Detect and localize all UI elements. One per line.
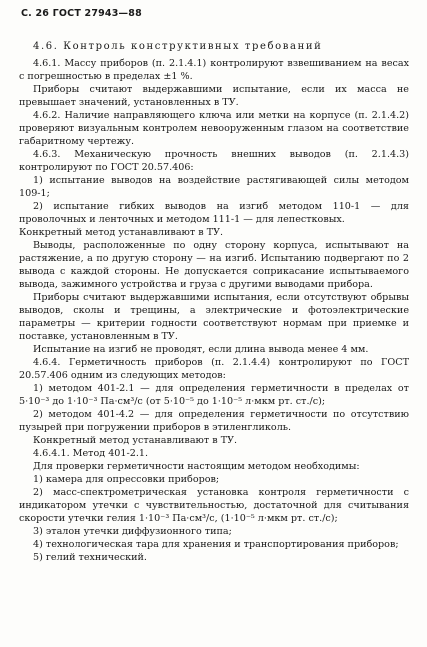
paragraph: 4.6.1. Массу приборов (п. 2.1.4.1) контролируют взвешиванием на весах с погрешностью в пределах ±1 %. (19, 58, 409, 82)
paragraph: Выводы, расположенные по одну сторону корпуса, испытывают на растяжение, а по другую сторону — на изгиб. Испытанию подвергают по 2 вывода с каждой стороны. Не допускается соприкасание испытываемого вывода, зажимного устройства и груза с другими выводами прибора. (19, 240, 409, 290)
paragraph: Приборы считают выдержавшими испытания, если отсутствуют обрывы выводов, сколы и трещины, а электрические и фотоэлектрические параметры — критерии годности соответствуют нормам при приемке и поставке, установленным в ТУ. (19, 292, 409, 342)
paragraph: Приборы считают выдержавшими испытание, если их масса не превышает значений, установленных в ТУ. (19, 84, 409, 108)
document-body (19, 40, 409, 564)
list-item: 3) эталон утечки диффузионного типа; (33, 526, 232, 537)
list-item: 2) масс-спектрометрическая установка контроля герметичности с индикатором утечки с чувствительностью, достаточной для считывания скорости утечки гелия 1·10⁻³ Па·см³/с, (1·10⁻⁵ л·мкм рт. ст./с); (19, 487, 409, 524)
subsection-title: 4.6.4.1. Метод 401-2.1. (33, 448, 149, 459)
paragraph: 4.6.3. Механическую прочность внешних выводов (п. 2.1.4.3) контролируют по ГОСТ 20.57.406: (19, 149, 409, 173)
paragraph: Для проверки герметичности настоящим методом необходимы: (33, 461, 360, 472)
paragraph: Конкретный метод устанавливают в ТУ. (33, 435, 238, 446)
list-item: 2) методом 401-4.2 — для определения герметичности по отсутствию пузырей при погружении приборов в этиленгликоль. (19, 409, 409, 433)
list-item: 2) испытание гибких выводов на изгиб методом 110-1 — для проволочных и ленточных и методом 111-1 — для лепестковых. (19, 201, 409, 225)
paragraph: Испытание на изгиб не проводят, если длина вывода менее 4 мм. (33, 344, 369, 355)
list-item: 1) методом 401-2.1 — для определения герметичности в пределах от 5·10⁻³ до 1·10⁻³ Па·см³/с (от 5·10⁻⁵ до 1·10⁻⁵ л·мкм рт. ст./с); (19, 383, 409, 407)
paragraph: 4.6.2. Наличие направляющего ключа или метки на корпусе (п. 2.1.4.2) проверяют визуальным контролем невооруженным глазом на соответствие габаритному чертежу. (19, 110, 409, 147)
list-item: 4) технологическая тара для хранения и транспортирования приборов; (33, 539, 399, 550)
paragraph: Конкретный метод устанавливают в ТУ. (19, 227, 224, 238)
list-item: 5) гелий технический. (33, 552, 147, 563)
page-header: С. 26 ГОСТ 27943—88 (21, 8, 142, 19)
list-item: 1) камера для опрессовки приборов; (33, 474, 220, 485)
paragraph: 4.6.4. Герметичность приборов (п. 2.1.4.4) контролируют по ГОСТ 20.57.406 одним из следующих методов: (19, 357, 409, 381)
section-title: 4.6. Контроль конструктивных требований (33, 41, 323, 52)
list-item: 1) испытание выводов на воздействие растягивающей силы методом 109-1; (19, 175, 409, 199)
